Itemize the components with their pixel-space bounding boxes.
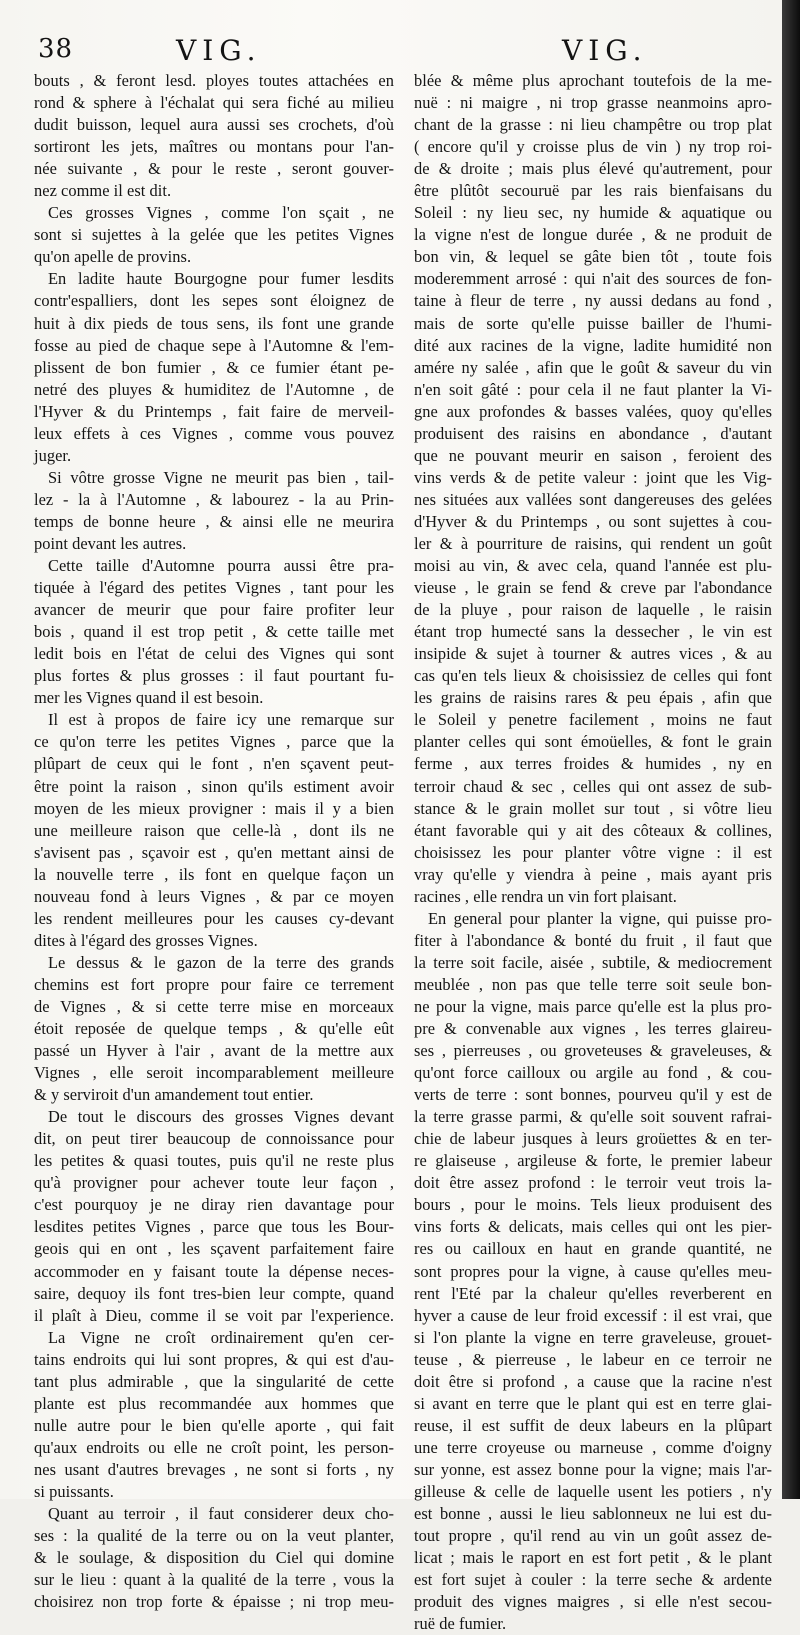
text-line: gilleuse & celle de laquelle usent les potiers , n'y [414,1482,772,1501]
text-line: produisent des raisins en abondance , d'autant [414,423,772,443]
text-line: juger. [34,445,72,465]
text-line: En ladite haute Bourgogne pour fumer lesdits [48,269,394,289]
text-line: Le dessus & le gazon de la terre des grands [48,952,394,972]
text-line: Vignes , elle seroit incomparablement meilleure [34,1063,394,1083]
text-line: bours , pour le moins. Tels lieux produisent des [414,1195,773,1215]
text-line: licat ; mais le raport en est fort petit , & le plant [414,1548,772,1568]
text-line: La Vigne ne croît ordinairement qu'en cer- [48,1327,395,1347]
text-line: sur le lieu : quant à la qualité de la terre , vous la [34,1570,395,1590]
text-line: ler & à pourriture de raisins, qui rendent un goût [414,533,773,553]
text-line: de & droite ; mais plus élevé qu'autrement, pour [414,159,772,179]
text-line: qu'à provigner pour achever toute leur façon , [34,1173,395,1193]
text-line: étant favorable qui y ait des côteaux & collines, [414,820,773,840]
text-line: plûpart de ceux qui le font , n'en sçavent peut- [34,754,395,774]
text-line: nouveau fond à leurs Vignes , & par ce moyen [34,886,394,906]
text-line: doit être si profond , a cause que la racine n'est [414,1371,773,1391]
text-line: nuë : ni maigre , ni trop grasse neanmoins apro- [414,93,773,113]
text-line: nes situées aux vallées sont dangereuses des gelées [414,489,773,509]
text-line: Cette taille d'Automne pourra aussi être pra- [48,556,395,576]
text-line: être point la raison , sinon qu'ils estiment avoir [34,776,394,796]
text-line: si puissants. [34,1482,114,1501]
text-line: sur yonne, est assez bonne pour la vigne; mais l'ar- [414,1459,772,1479]
right-column [414,70,773,1634]
text-line: dité aux racines de la vigne, ladite humidité non [414,335,773,355]
text-line: avancer de meurir que pour faire profiter leur [34,600,395,620]
text-line: bon vin, & lequel se gâte bien tôt , toute fois [414,247,772,267]
text-line: dit, on peut tirer beaucoup de connoissance pour [34,1129,394,1149]
text-line: étant trop humecté sans la dessecher , le vin est [414,622,773,642]
text-line: tant plus admirable , que la singularité de cette [34,1371,395,1391]
text-line: être plûtôt secouruë par les rais bienfaisans du [414,181,772,201]
page-number: 38 [38,34,74,64]
text-line: les grains de raisins rares & peu épais , afin que [414,688,772,708]
text-line: huit à dix pieds de tous sens, ils font une grande [34,313,394,333]
text-line: vins verds & de petite valeur : joint que les Vig- [414,467,773,487]
text-line: sont propres pour la vigne, à cause qu'elles meu- [414,1261,773,1281]
text-line: si l'on plante la vigne en terre graveleuse, grouet- [414,1327,772,1347]
text-line: la terre soit facile, aisée , subtile, & mediocrement [414,952,772,972]
text-line: terroir chaud & sec , celles qui ont assez de sub- [414,776,773,796]
text-line: choisissez les pour planter vôtre vigne : il est [414,842,772,862]
text-line: taine à fleur de terre , ny aussi dedans au fond , [414,291,772,311]
text-line: s'avisent pas , sçavoir est , qu'en mettant ainsi de [34,842,395,862]
text-line: Si vôtre grosse Vigne ne meurit pas bien , tail- [48,467,394,487]
text-line: nes usant d'autres brevages , ne sont si forts , ny [34,1459,394,1479]
text-line: point devant les autres. [34,533,187,553]
text-line: reuse, il est suffit de deux labeurs en la plûpart [414,1415,773,1435]
text-line: lez - la à l'Automne , & labourez - la au Prin- [34,489,395,509]
text-line: une terre croyeuse ou marneuse , comme d'oigny [414,1437,773,1457]
text-line: Soleil : ny lieu sec, ny humide & aquatique ou [414,203,772,223]
text-line: nulle autre pour le bien qu'elle aporte , qui fait [34,1415,395,1435]
text-line: vray qu'elle y viendra à peine , mais ayant pris [414,864,772,884]
running-head-left: VIG. [176,34,262,67]
running-head-right: VIG. [562,34,648,67]
text-line: la vigne n'est de longue durée , & ne produit de [414,225,772,245]
text-line: plante est plus recommandée aux hommes que [34,1393,394,1413]
text-line: produit des vignes maigres , si elle n'est secou- [414,1592,773,1612]
text-line: tiquée à l'égard des petites Vignes , tant pour les [34,578,395,598]
text-line: moderemment arrosé : qui n'ait des sources de fon- [414,269,773,289]
text-line: tains endroits qui lui sont propres, & qui est d'au- [34,1349,394,1369]
running-head [0,34,782,74]
text-line: qu'on apelle de provins. [34,247,192,267]
text-line: il plaît à Dieu, comme il se voit par l'experience. [34,1305,394,1325]
text-line: gne aux profondes & basses valées, quoy qu'elles [414,401,773,421]
text-line: hyver a cause de leur froid excessif : il est vrai, que [414,1305,773,1325]
text-line: n'en soit gâté : pour cela il ne faut planter la Vi- [414,379,772,399]
text-line: De tout le discours des grosses Vignes devant [48,1107,394,1127]
text-line: c'est pourquoy je ne diray rien davantage pour [34,1195,394,1215]
text-line: saire, dequoy ils font tres-bien leur compte, quand [34,1283,394,1303]
text-line: vieuse , le grain se fend & creve par l'abondance [414,578,773,598]
text-line: la nouvelle terre , ils font en quelque façon un [34,864,395,884]
text-line: le Soleil y penetre facilement , moins ne faut [414,710,773,730]
text-line: Il est à propos de faire icy une remarque sur [48,710,394,730]
text-line: choisirez non trop forte & épaisse ; ni trop meu- [34,1592,395,1612]
text-line: est bonne , aussi le lieu sablonneux ne lui est du- [414,1504,772,1524]
text-line: ( encore qu'il y croisse plus de vin ) ny trop roi- [414,137,773,157]
text-line: ledit bois en l'état de celui des Vignes qui sont [34,644,395,664]
text-line: chie de labeur jusques à leurs groüettes & en ter- [414,1129,773,1149]
text-line: ferme , aux terres froides & humides , ny en [414,754,773,774]
text-line: racines , elle rendra un vin fort plaisant. [414,886,677,906]
text-line: sont si sujettes à la gelée que les petites Vignes [34,225,394,245]
text-line: Quant au terroir , il faut considerer deux cho- [48,1504,395,1524]
text-line: rond & sphere à l'échalat qui sera fiché au milieu [34,93,395,113]
text-line: moisi au vin, & avec cela, quand l'année est plu- [414,556,772,576]
text-line: verts de terre : sont bonnes, pourveu qu'il y est de [414,1085,772,1105]
text-line: moyen de les mieux provigner : mais il y a bien [34,798,395,818]
text-line: mer les Vignes quand il est besoin. [34,688,264,708]
text-line: mais de sorte qu'elle puisse bailler de l'humi- [414,313,772,333]
text-line: stance & le grain mollet sur tout , si vôtre lieu [414,798,773,818]
text-line: chant de la grasse : ni lieu champêtre ou trop plat [414,115,772,135]
text-line: de la pluye , pour raison de laquelle , le raisin [414,600,773,620]
text-line: & le soulage, & disposition du Ciel qui domine [34,1548,395,1568]
text-line: ce qu'on terre les petites Vignes , parce que la [34,732,395,752]
text-line: bouts , & feront lesd. ployes toutes attachées en [34,71,394,90]
text-line: ruë de fumier. [414,1614,507,1634]
text-line: que ne pouvant meurir en saison , feroient des [414,445,772,465]
text-line: fiter à l'abondance & bonté du fruit , il faut que [414,930,772,950]
text-line: temps de bonne heure , & ainsi elle ne meurira [34,511,394,531]
text-line: ses , pierreuses , ou groveteuses & graveleuses, & [414,1041,773,1061]
text-line: plissent de bon fumier , & ce fumier étant pe- [34,357,395,377]
text-line: pre & convenable aux vignes , les terres glaireu- [414,1019,772,1039]
text-line: & y serviroit d'un amandement tout entier. [34,1085,314,1105]
text-line: meublée , non pas que telle terre soit seule bon- [414,974,772,994]
text-line: geois qui en ont , les sçavent parfaitement faire [34,1239,394,1259]
text-line: netré des pluyes & humiditez de l'Automne , de [34,379,395,399]
text-line: de Vignes , & si cette terre mise en morceaux [34,996,395,1016]
text-line: nez comme il est dit. [34,181,172,201]
text-line: teuse , & pierreuse , le labeur en ce terroir ne [414,1349,772,1369]
text-line: fosse au pied de chaque sepe à l'Automne & l'em- [34,335,394,355]
text-line: née suivante , & pour le reste , seront gouver- [34,159,395,179]
text-line: amére ny salée , afin que le goût & saveur du vin [414,357,772,377]
text-line: accommoder en y faisant toute la dépense neces- [34,1261,395,1281]
text-line: blée & même plus aprochant toutefois de la me- [414,71,772,90]
text-line: les rendent meilleures pour les causes cy-devant [34,908,395,928]
text-line: si avant en terre que le plant qui est en terre glai- [414,1393,773,1413]
text-line: lesdites petites Vignes , parce que tous les Bour- [34,1217,395,1237]
text-line: la terre grasse parmi, & qu'elle soit souvent rafrai- [414,1107,773,1127]
text-line: passé un Hyver à l'air , avant de la mettre aux [34,1041,394,1061]
text-line: leux effets à ces Vignes , comme vous pouvez [34,423,395,443]
text-line: ses : la qualité de la terre ou on la veut planter, [34,1526,394,1546]
text-line: l'Hyver & du Printemps , fait faire de merveil- [34,401,395,421]
text-line: dudit buisson, lequel aura aussi ses crochets, d'où [34,115,394,135]
text-line: Ces grosses Vignes , comme l'on sçait , ne [48,203,395,223]
text-line: une meilleure raison que celle-là , dont ils ne [34,820,395,840]
text-line: qu'ont force cailloux ou argile au fond , & cou- [414,1063,772,1083]
text-line: chemins est fort propre pour faire ce terrement [34,974,395,994]
text-line: re glaiseuse , argileuse & forte, le premier labeur [414,1151,772,1171]
text-line: les petites & quasi toutes, puis qu'il ne reste plus [34,1151,394,1171]
text-line: tout propre , qu'il rend au vin un goût assez de- [414,1526,773,1546]
page-edge-shadow [782,0,800,1499]
text-line: dites à l'égard des grosses Vignes. [34,930,258,950]
text-line: En general pour planter la vigne, qui puisse pro- [428,908,772,928]
text-line: vins forts & delicats, mais celles qui ont les pier- [414,1217,773,1237]
text-line: rent l'Eté par la chaleur qu'elles reverberent en [414,1283,773,1303]
text-line: d'Hyver & du Printemps , ou sont sujettes à cou- [414,511,772,531]
text-line: insipide & sujet à tourner & autres vices , & au [414,644,772,664]
text-line: qu'aux endroits ou elle ne croît point, les person- [34,1437,395,1457]
text-line: bois , quand il est trop petit , & cette taille met [34,622,394,642]
text-line: planter celles qui sont émoüelles, & font le grain [414,732,772,752]
text-line: ne pour la vigne, mais parce qu'elle est la plus pro- [414,996,772,1016]
text-line: sortiront les jets, maîtres ou montans pour l'an- [34,137,394,157]
text-line: doit être assez profond : le terroir veut trois la- [414,1173,772,1193]
text-line: est fort sujet à couler : la terre seche & ardente [414,1570,773,1590]
text-line: res ou cailloux en haut en grande quantité, ne [414,1239,772,1259]
left-column [34,70,395,1612]
text-line: étoit reposée de quelque temps , & qu'elle eût [34,1019,395,1039]
text-line: cas qu'en tels lieux & choisissiez de celles qui font [414,666,773,686]
text-line: plus fortes & plus grosses : il faut pourtant fu- [34,666,394,686]
text-line: contr'espalliers, dont les sepes sont éloignez de [34,291,395,311]
